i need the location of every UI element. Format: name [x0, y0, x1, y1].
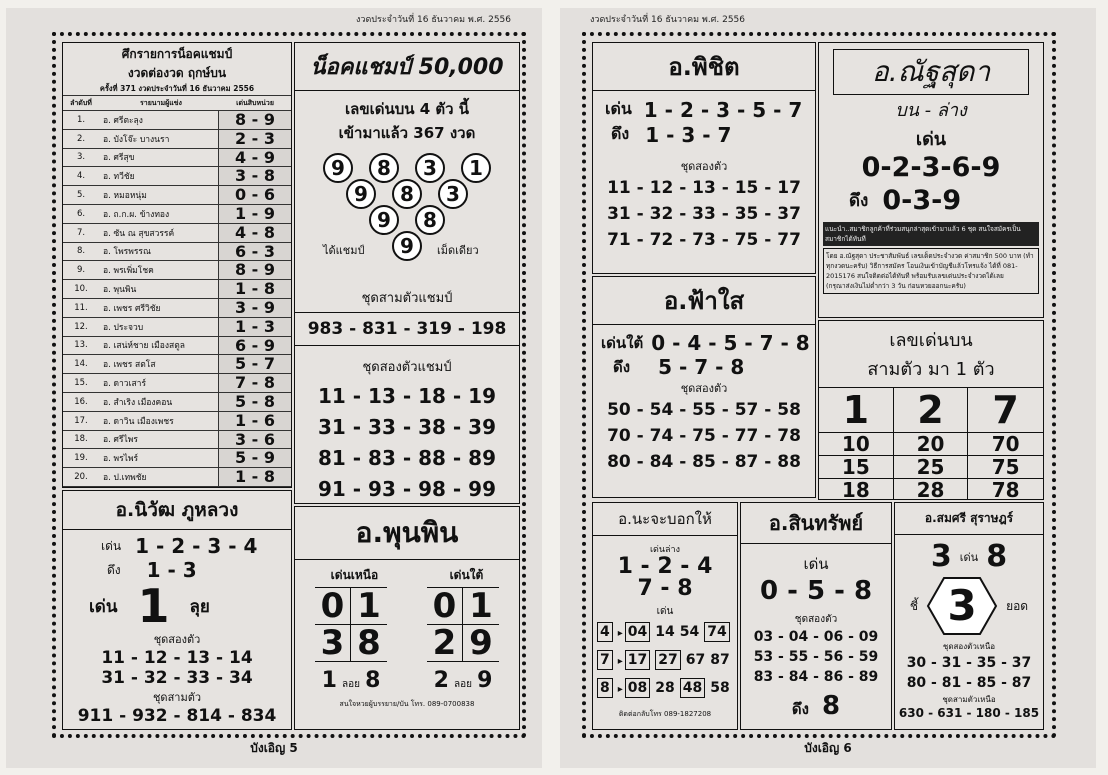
pichit-dueng: 1 - 3 - 7 — [645, 122, 732, 147]
champ-label: ได้แชมป์ — [323, 244, 365, 257]
ball: 8 — [415, 205, 445, 235]
somsri-name: อ.สมศรี สุราษฎร์ — [895, 503, 1043, 535]
table-row: 7. อ. ซัน ณ สุขสวรรค์ 4 - 8 — [63, 224, 291, 243]
three-champ-values: 983 - 831 - 319 - 198 — [295, 312, 519, 346]
table-row: 20. อ. ป.เทพชัย 1 - 8 — [63, 468, 291, 487]
nivat-three: 911 - 932 - 814 - 834 — [77, 706, 277, 726]
pichit-two: 11 - 12 - 13 - 15 - 17 31 - 32 - 33 - 35 - 37 71 - 72 - 73 - 75 - 77 — [607, 178, 801, 250]
nachabok-low2: 7 - 8 — [637, 576, 693, 601]
ball: 3 — [438, 179, 468, 209]
nivat-two-1: 11 - 12 - 13 - 14 — [101, 648, 253, 668]
ball: 8 — [369, 153, 399, 183]
table-row: 19. อ. พรไพร์ 5 - 9 — [63, 449, 291, 468]
south-grid: 0 1 2 9 — [427, 587, 499, 662]
page-frame — [52, 32, 526, 738]
ball: 3 — [415, 153, 445, 183]
punpin-contact: สนใจหวยผู้บรรยาย/บัน โทร. 089-0700838 — [339, 700, 475, 708]
nachabok-low1: 1 - 2 - 4 — [617, 554, 713, 579]
pichit-den: 1 - 2 - 3 - 5 - 7 — [643, 97, 803, 122]
table-row: 3. อ. ศรีสุข 4 - 9 — [63, 149, 291, 168]
nivat-two-2: 31 - 32 - 33 - 34 — [101, 668, 253, 688]
table-row: 8. อ. โพรพรรณ 6 - 3 — [63, 243, 291, 262]
knock-title: น็อคแชมป์ 50,000 — [295, 43, 519, 91]
ball: 9 — [369, 205, 399, 235]
nat-name: อ.ณัฐสุดา — [833, 49, 1029, 95]
nivat-single: 1 — [137, 579, 170, 633]
nat-den: 0-2-3-6-9 — [861, 152, 1001, 183]
sinsap-dueng: 8 — [822, 691, 841, 721]
page-footer: บังเอิญ 5 — [250, 741, 298, 755]
arrow-icon: ▸ — [617, 656, 623, 667]
two-champ-values: 11 - 13 - 18 - 19 31 - 33 - 38 - 39 81 - 83 - 88 - 89 91 - 93 - 98 - 99 — [317, 384, 496, 501]
ball: 1 — [461, 153, 491, 183]
page-header: งวดประจำวันที่ 16 ธันวาคม พ.ศ. 2556 — [356, 15, 512, 25]
nivat-box: อ.นิวัฒ ภูหลวง เด่น 1 - 2 - 3 - 4 ดึง 1 - 3 เด่น 1 ลุย ชุดสองตัว 11 - 12 - 13 - 14 31 - 32 - 33 - 34 ชุดสามตัว 911 - 932 - 814 - 834 — [62, 490, 292, 730]
fasai-name: อ.ฟ้าใส — [593, 277, 815, 325]
arrow-icon: ▸ — [617, 628, 623, 639]
table-header: ลำดับที่ รายนามผู้แข่ง เด่นสิบหน่วย — [63, 95, 291, 111]
table-row: 16. อ. สำเริง เมืองคอน 5 - 8 — [63, 393, 291, 412]
nachabok-box: อ.นะจะบอกให้ เด่นล่าง 1 - 2 - 4 7 - 8 เด่น 4 ▸ 04 14 54 74 7 ▸ 17 27 67 87 8 ▸ 08 28 48 58 ติดต่อกลับโทร 089-1827208 — [592, 502, 738, 730]
page-frame — [582, 32, 1056, 738]
page-header: งวดประจำวันที่ 16 ธันวาคม พ.ศ. 2556 — [590, 15, 746, 25]
fasai-two: 50 - 54 - 55 - 57 - 58 70 - 74 - 75 - 77 - 78 80 - 84 - 85 - 87 - 88 — [607, 400, 801, 472]
table-row: 10. อ. พุนพิน 1 - 8 — [63, 280, 291, 299]
knock-line1: เลขเด่นบน 4 ตัว นี้ — [345, 100, 469, 118]
left-page — [6, 8, 542, 768]
nat-note-title: แนะนำ..สมาชิกลูกค้าที่ร่วมสนุกล่าสุดเข้ามาแล้ว 6 ชุด สนใจสมัครเป็นสมาชิกได้ทันที — [823, 222, 1039, 246]
nachabok-rows — [597, 619, 737, 703]
fasai-den: 0 - 4 - 5 - 7 - 8 — [651, 331, 810, 355]
nat-sub: บน - ล่าง — [895, 100, 967, 121]
ball: 8 — [392, 179, 422, 209]
table-title: ศึกรายการน็อคแชมป์ — [121, 47, 233, 61]
pichit-box: อ.พิชิต เด่น 1 - 2 - 3 - 5 - 7 ดึง 1 - 3 - 7 ชุดสองตัว 11 - 12 - 13 - 15 - 17 31 - 32 - 33 - 35 - 37 71 - 72 - 73 - 75 - 77 — [592, 42, 816, 274]
table-row: 6. อ. ถ.ก.ผ. ข้างทอง 1 - 9 — [63, 205, 291, 224]
table-row: 13. อ. เสน่ห์ชาย เมืองสตูล 6 - 9 — [63, 337, 291, 356]
north-grid: 0 1 3 8 — [315, 587, 387, 662]
nat-box: อ.ณัฐสุดา บน - ล่าง เด่น 0-2-3-6-9 ดึง 0-3-9 แนะนำ..สมาชิกลูกค้าที่ร่วมสนุกล่าสุดเข้ามาแล้ว 6 ชุด สนใจสมัครเป็นสมาชิกได้ทันที โดย อ.ณัฐสุดา ประชาสัมพันธ์ เลขเด็ดประจำงวด ค่าสมาชิก 500 บาท (ทำทุกงวดนะครับ) วิธีการสมัคร โอนเงินเข้าบัญชีแล้วโทรแจ้ง ได้ที่ 081-2015176 สนใจติดต่อได้ทันที พร้อมรับเลขเด่นประจำงวดได้เลย (กรุณาส่งเงินไม่ต่ำกว่า 3 วัน ก่อนหวยออกนะครับ) — [818, 42, 1044, 318]
lekden-box: เลขเด่นบน สามตัว มา 1 ตัว 1 2 7 10 20 70 15 25 75 18 28 78 — [818, 320, 1044, 500]
right-page — [560, 8, 1096, 768]
table-row: 1. อ. ศรีตะลุง 8 - 9 — [63, 111, 291, 130]
nat-dueng: 0-3-9 — [882, 185, 962, 216]
nat-note: โดย อ.ณัฐสุดา ประชาสัมพันธ์ เลขเด็ดประจำงวด ค่าสมาชิก 500 บาท (ทำทุกงวดนะครับ) วิธีการสมัคร โอนเงินเข้าบัญชีแล้วโทรแจ้ง ได้ที่ 081-2015176 สนใจติดต่อได้ทันที พร้อมรับเลขเด่นประจำงวดได้เลย — [826, 252, 1034, 280]
somsri-two: 30 - 31 - 35 - 37 80 - 81 - 85 - 87 — [906, 655, 1032, 691]
table-row: 11. อ. เพชร ศรีวิชัย 3 - 9 — [63, 299, 291, 318]
sinsap-box: อ.สินทรัพย์ เด่น 0 - 5 - 8 ชุดสองตัว 03 - 04 - 06 - 09 53 - 55 - 56 - 59 83 - 84 - 86 - 89 ดึง 8 — [740, 502, 892, 730]
fasai-box: อ.ฟ้าใส เด่นใต้ 0 - 4 - 5 - 7 - 8 ดึง 5 - 7 - 8 ชุดสองตัว 50 - 54 - 55 - 57 - 58 70 - 74 - 75 - 77 - 78 80 - 84 - 85 - 87 - 88 — [592, 276, 816, 498]
sinsap-two: 03 - 04 - 06 - 09 53 - 55 - 56 - 59 83 - 84 - 86 - 89 — [753, 629, 879, 685]
nivat-den: 1 - 2 - 3 - 4 — [135, 534, 258, 558]
nachabok-row: 4 ▸ 04 14 54 74 — [597, 619, 737, 647]
nachabok-row: 8 ▸ 08 28 48 58 — [597, 675, 737, 703]
single-label: เม็ดเดียว — [437, 244, 479, 257]
knock-champ-box — [294, 42, 520, 504]
nachabok-contact: ติดต่อกลับโทร 089-1827208 — [618, 710, 712, 718]
table-row: 17. อ. ดาวิน เมืองเพชร 1 - 6 — [63, 412, 291, 431]
punpin-name: อ.พุนพิน — [295, 507, 519, 560]
nachabok-name: อ.นะจะบอกให้ — [593, 503, 737, 536]
somsri-three: 630 - 631 - 180 - 185 — [898, 706, 1040, 720]
table-row: 4. อ. ทวีชัย 3 - 8 — [63, 167, 291, 186]
sinsap-name: อ.สินทรัพย์ — [741, 503, 891, 544]
table-row: 9. อ. พรเพิ่มโชค 8 - 9 — [63, 261, 291, 280]
nachabok-row: 7 ▸ 17 27 67 87 — [597, 647, 737, 675]
three-champ-label: ชุดสามตัวแชมป์ — [361, 291, 453, 306]
knockout-table — [62, 42, 292, 488]
table-row: 15. อ. ดาวเสาร์ 7 - 8 — [63, 374, 291, 393]
pichit-name: อ.พิชิต — [593, 43, 815, 91]
punpin-box: อ.พุนพิน เด่นเหนือ เด่นใต้ 0 1 3 8 0 1 2 9 1 ลอย 8 2 ลอย 9 สนใจหวยผู้บรรยาย/บัน โทร. 089-0700838 — [294, 506, 520, 730]
ball: 9 — [323, 153, 353, 183]
table-round: ครั้งที่ 371 งวดประจำวันที่ 16 ธันวาคม 2556 — [99, 84, 255, 93]
table-row: 18. อ. ศรีไพร 3 - 6 — [63, 431, 291, 450]
table-row: 12. อ. ประจวบ 1 - 3 — [63, 318, 291, 337]
table-row: 2. อ. บังโจ๊ะ บางนรา 2 - 3 — [63, 130, 291, 149]
table-subtitle: งวดต่องวด ฤกษ์บน — [127, 66, 227, 80]
table-row: 14. อ. เพชร สตโส 5 - 7 — [63, 355, 291, 374]
table-body — [63, 111, 291, 487]
hexagon-shape: 3 — [926, 576, 998, 636]
nivat-name: อ.นิวัฒ ภูหลวง — [63, 491, 291, 530]
ball-pyramid — [295, 145, 519, 265]
ball: 9 — [392, 231, 422, 261]
somsri-box: อ.สมศรี สุราษฎร์ 3 เด่น 8 ชี้ 3 ยอด ชุดสองตัวเหนือ 30 - 31 - 35 - 37 80 - 81 - 85 - 87 ชุดสามตัวเหนือ 630 - 631 - 180 - 185 — [894, 502, 1044, 730]
knock-line2: เข้ามาแล้ว 367 งวด — [338, 124, 476, 142]
fasai-dueng: 5 - 7 - 8 — [658, 355, 745, 379]
two-champ-label: ชุดสองตัวแชมป์ — [362, 360, 452, 375]
sinsap-den: 0 - 5 - 8 — [759, 576, 873, 606]
arrow-icon: ▸ — [617, 684, 623, 695]
lekden-grid: 1 2 7 10 20 70 15 25 75 18 28 78 — [819, 387, 1043, 500]
page-footer: บังเอิญ 6 — [804, 741, 852, 755]
table-row: 5. อ. หมอหนุ่ม 0 - 6 — [63, 186, 291, 205]
ball: 9 — [346, 179, 376, 209]
nivat-dueng: 1 - 3 — [146, 558, 197, 582]
